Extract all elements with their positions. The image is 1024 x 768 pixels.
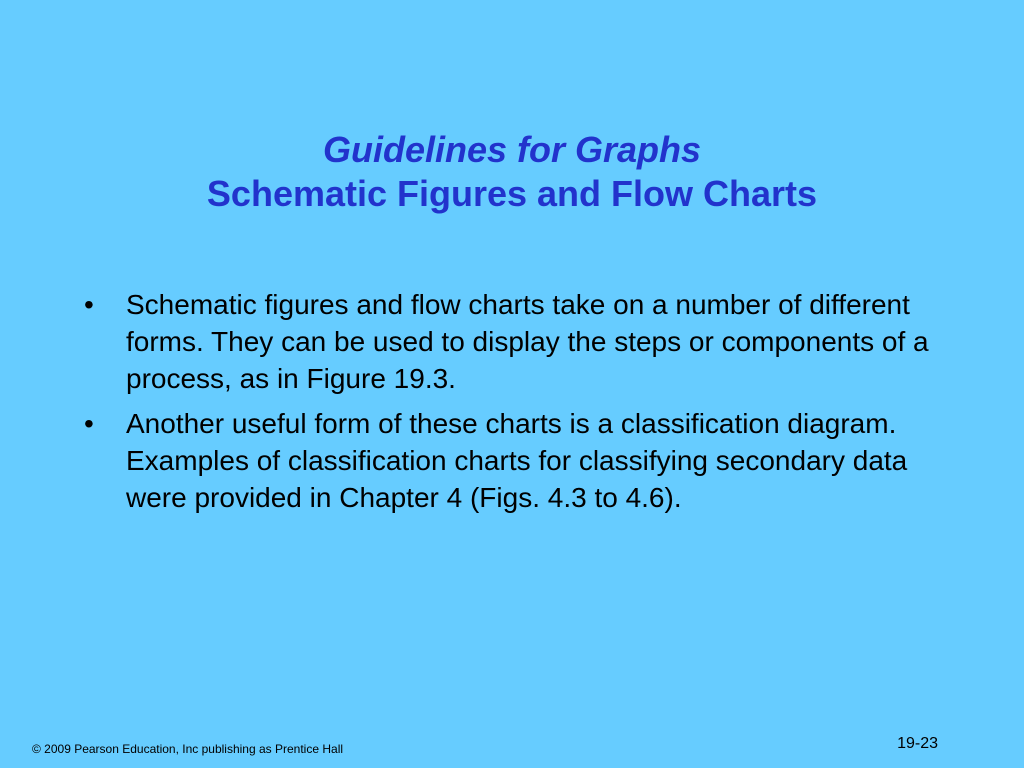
bullet-marker: • [84,289,94,320]
slide-title [60,128,964,216]
page-number: 19-23 [897,735,938,752]
bullet-text: Another useful form of these charts is a classification diagram. Examples of classification charts for classifying secondary data were provided in Chapter 4 (Figs. 4.3 to 4.6). [126,408,908,513]
bullet-item [84,286,944,397]
bullet-item [84,405,944,516]
bullet-text: Schematic figures and flow charts take on a number of different forms. They can be used to display the steps or components of a process, as in Figure 19.3. [126,289,929,394]
title-line-1: Guidelines for Graphs [322,129,702,170]
title-line-2: Schematic Figures and Flow Charts [206,173,818,214]
bullet-list [84,286,944,524]
copyright-footer: © 2009 Pearson Education, Inc publishing as Prentice Hall [32,742,344,756]
bullet-marker: • [84,408,94,439]
